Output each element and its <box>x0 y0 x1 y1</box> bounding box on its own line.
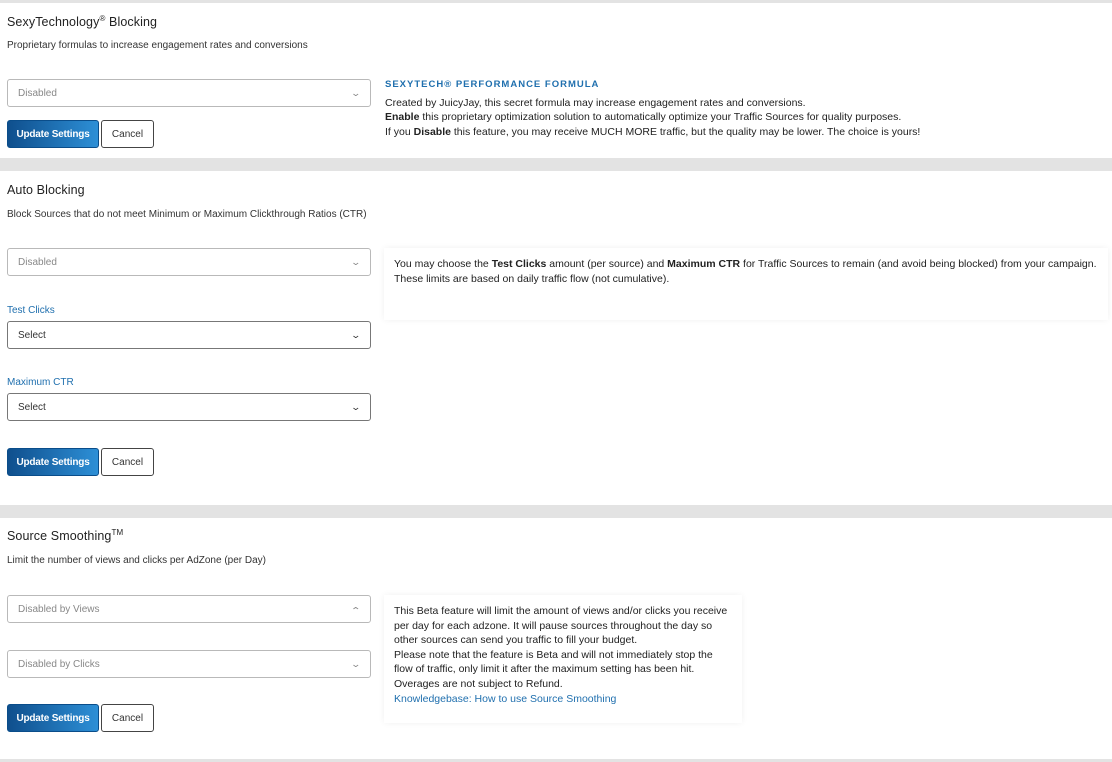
section-subtitle: Limit the number of views and clicks per AdZone (per Day) <box>7 555 266 566</box>
clicks-limit-select[interactable] <box>7 650 371 678</box>
select-value: Select <box>18 329 46 341</box>
chevron-down-icon: ⌄ <box>350 256 362 267</box>
source-smoothing-info <box>384 595 742 723</box>
section-divider <box>0 505 1112 518</box>
knowledgebase-link[interactable]: Knowledgebase: How to use Source Smoothing <box>394 692 617 705</box>
cancel-button[interactable]: Cancel <box>101 448 154 476</box>
info-line: These limits are based on daily traffic flow (not cumulative). <box>394 272 670 285</box>
info-line: Enable this proprietary optimization solution to automatically optimize your Traffic Sources for quality purposes. <box>385 111 902 124</box>
update-settings-button[interactable]: Update Settings <box>7 704 99 732</box>
select-value: Select <box>18 401 46 413</box>
info-line: You may choose the Test Clicks amount (per source) and Maximum CTR for Traffic Sources to remain (and avoid being blocked) from your campaign. <box>394 258 1097 270</box>
info-paragraph: This Beta feature will limit the amount of views and/or clicks you receive per day for each adzone. It will pause sources throughout the day so other sources can send you traffic to fill your budget. <box>394 605 728 647</box>
chevron-down-icon: ⌄ <box>350 658 362 669</box>
test-clicks-select[interactable] <box>7 321 371 349</box>
section-title: Auto Blocking <box>7 183 85 197</box>
test-clicks-label: Test Clicks <box>7 305 55 316</box>
maximum-ctr-label: Maximum CTR <box>7 377 74 388</box>
cancel-button[interactable]: Cancel <box>101 120 154 148</box>
cancel-button[interactable]: Cancel <box>101 704 154 732</box>
update-settings-button[interactable]: Update Settings <box>7 448 99 476</box>
info-paragraph: Overages are not subject to Refund. <box>394 677 563 690</box>
sexytech-section <box>0 3 1112 158</box>
auto-blocking-select[interactable] <box>7 248 371 276</box>
views-limit-select[interactable] <box>7 595 371 623</box>
section-subtitle: Block Sources that do not meet Minimum or Maximum Clickthrough Ratios (CTR) <box>7 209 367 220</box>
section-title: Source Smoothing™ <box>7 528 124 544</box>
select-value: Disabled <box>18 256 57 268</box>
section-title: SexyTechnology® Blocking <box>7 14 158 30</box>
chevron-down-icon: ⌄ <box>350 87 362 98</box>
select-value: Disabled <box>18 87 57 99</box>
sexytech-info <box>385 78 1105 139</box>
info-heading: SEXYTECH® PERFORMANCE FORMULA <box>385 79 600 90</box>
source-smoothing-section <box>0 518 1112 759</box>
chevron-down-icon: ⌄ <box>350 329 362 340</box>
info-line: Created by JuicyJay, this secret formula may increase engagement rates and conversions. <box>385 96 806 109</box>
info-line: If you Disable this feature, you may receive MUCH MORE traffic, but the quality may be lower. The choice is yours! <box>385 125 921 138</box>
sexytech-select[interactable] <box>7 79 371 107</box>
chevron-down-icon: ⌄ <box>350 401 362 412</box>
update-settings-button[interactable]: Update Settings <box>7 120 99 148</box>
section-subtitle: Proprietary formulas to increase engagement rates and conversions <box>7 40 308 51</box>
info-paragraph: Please note that the feature is Beta and will not immediately stop the flow of traffic, only limit it after the maximum setting has been hit. <box>394 648 713 676</box>
section-divider <box>0 158 1112 171</box>
maximum-ctr-select[interactable] <box>7 393 371 421</box>
select-value: Disabled by Views <box>18 603 100 615</box>
chevron-up-icon: ⌄ <box>350 604 362 615</box>
auto-blocking-section <box>0 171 1112 505</box>
auto-blocking-info <box>384 248 1108 320</box>
select-value: Disabled by Clicks <box>18 658 100 670</box>
